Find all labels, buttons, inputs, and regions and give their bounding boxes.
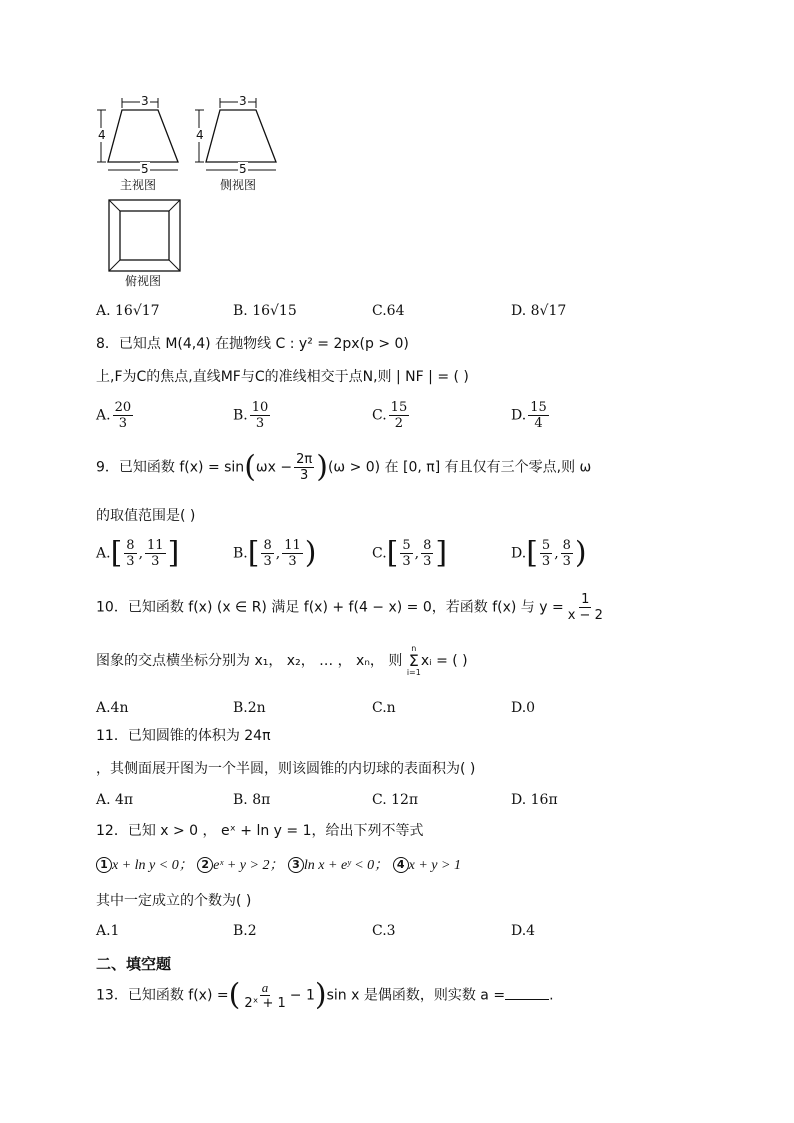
top-view-caption: 俯视图: [125, 274, 162, 288]
q9-stem-line1: [96, 449, 592, 485]
q10-frac-den: x − 2: [567, 608, 603, 623]
q9-c-rbracket: ]: [435, 535, 448, 571]
q12-option-b: B.2: [233, 923, 257, 939]
q11-option-d: D. 16π: [511, 792, 558, 808]
q13-fraction: [242, 980, 287, 1011]
q8-c-num: 15: [390, 400, 408, 415]
q10-line2-text: 图象的交点横坐标分别为 x₁， x₂， … ， xₙ， 则: [96, 653, 403, 669]
q9-d-lbracket: [: [526, 535, 538, 571]
q12-inequalities: [96, 856, 461, 875]
front-top-dim: 3: [141, 94, 149, 108]
q9-d-n1: 5: [541, 538, 551, 553]
q9-c-d1: 3: [402, 554, 411, 569]
front-view-caption: 主视图: [120, 178, 157, 192]
q11-option-b: B. 8π: [233, 792, 271, 808]
q13-suffix: sin x 是偶函数，则实数 a =: [326, 987, 506, 1004]
q8-option-b-label: B.: [233, 407, 248, 424]
q12-item-4-expr: x + y > 1: [408, 858, 461, 873]
q10-sum-term: xᵢ = ( ): [420, 653, 468, 669]
q9-d-frac2: [561, 538, 573, 569]
q8-option-d: [511, 400, 551, 431]
q13-prefix: 13．已知函数 f(x) =: [96, 987, 229, 1004]
q8-option-c-fraction: [389, 400, 410, 431]
q8-d-den: 4: [534, 416, 543, 431]
q7-option-b: B. 16√15: [233, 303, 297, 319]
q8-d-num: 15: [530, 400, 547, 415]
q12-option-c: C.3: [372, 923, 396, 939]
q9-option-d: D.[ $\frac{5}{3}$ , $\frac{8}{3}$ ): [511, 535, 587, 571]
q9-b-frac1: [261, 538, 273, 569]
side-bottom-dim: 5: [239, 162, 247, 176]
q9-prefix: 9．已知函数 f(x) = sin: [96, 459, 245, 476]
q9-c-frac2: [421, 538, 433, 569]
q9-option-c: C.[ $\frac{5}{3}$ , $\frac{8}{3}$ ]: [372, 535, 448, 571]
q9-den: 3: [300, 468, 309, 483]
q9-c-n2: 8: [423, 538, 432, 553]
q9-b-n2: 11: [284, 538, 301, 553]
q11-option-c: C. 12π: [372, 792, 419, 808]
q8-a-den: 3: [118, 416, 127, 431]
q12-stem-line1: 12．已知 x > 0 ， eˣ + ln y = 1，给出下列不等式: [96, 823, 424, 839]
q7-option-c: C.64: [372, 303, 405, 319]
q8-a-num: 20: [114, 400, 132, 415]
q9-num: 2π: [296, 452, 313, 467]
q9-open-paren: (: [244, 449, 256, 485]
q9-b-label: B.: [233, 545, 248, 562]
q12-option-d: D.4: [511, 923, 536, 939]
q7-option-a: A. 16√17: [96, 303, 160, 319]
side-view: [195, 98, 276, 170]
q10-sum-symbol: Σ: [408, 651, 419, 670]
side-height-dim: 4: [196, 128, 204, 142]
q9-a-frac1: [124, 538, 136, 569]
q9-b-d2: 3: [288, 554, 297, 569]
q9-b-d1: 3: [263, 554, 272, 569]
q8-option-d-label: D.: [511, 407, 527, 424]
q8-option-a: [96, 400, 135, 431]
q9-fraction: [294, 452, 314, 483]
q9-option-a: A.[ $\frac{8}{3}$ , $\frac{11}{3}$ ]: [96, 535, 180, 571]
q8-b-den: 3: [255, 416, 265, 431]
q9-d-frac1: [540, 538, 552, 569]
top-view: [109, 200, 180, 271]
q13-open-paren: (: [228, 977, 241, 1013]
q9-a-d2: 3: [151, 554, 160, 569]
front-view: [97, 98, 178, 170]
q8-option-b-fraction: [250, 400, 271, 431]
q11-stem-line1: 11．已知圆锥的体积为 24π: [96, 728, 271, 744]
q12-item-1-marker: 1: [96, 857, 112, 873]
q9-a-n2: 11: [147, 538, 164, 553]
q7-option-d: D. 8√17: [511, 303, 567, 319]
q10-option-c: C.n: [372, 700, 396, 716]
q13-minus-one: − 1: [289, 987, 315, 1004]
q13-close-paren: ): [314, 977, 327, 1013]
q9-d-rbracket: ): [574, 535, 587, 571]
q9-a-d1: 3: [126, 554, 135, 569]
q9-a-frac2: [145, 538, 166, 569]
q10-fraction: [566, 592, 605, 623]
q9-b-lbracket: [: [247, 535, 260, 571]
q10-option-d: D.0: [511, 700, 536, 716]
q13-num: a: [261, 980, 269, 995]
q10-line1-text: 10．已知函数 f(x) (x ∈ R) 满足 f(x) + f(4 − x) = 0，若函数 f(x) 与 y =: [96, 599, 564, 616]
q9-d-label: D.: [511, 545, 527, 562]
q10-sum: [407, 644, 421, 678]
q12-item-3-expr: ln x + eʸ < 0；: [303, 858, 389, 873]
q10-option-a: A.4n: [96, 700, 129, 716]
q9-a-label: A.: [96, 545, 111, 562]
q12-item-2-marker: 2: [197, 857, 213, 873]
q9-c-d2: 3: [423, 554, 432, 569]
q13-answer-blank[interactable]: [505, 985, 549, 1000]
q9-suffix: (ω > 0) 在 [0, π] 有且仅有三个零点,则 ω: [327, 459, 592, 476]
q10-stem-line1: [96, 592, 607, 623]
side-top-dim: 3: [239, 94, 247, 108]
q9-b-rbracket: ): [304, 535, 317, 571]
q8-option-a-fraction: [113, 400, 134, 431]
side-view-caption: 侧视图: [220, 178, 257, 192]
q9-stem-line2: 的取值范围是( ): [96, 508, 196, 524]
q8-b-num: 10: [251, 400, 269, 415]
q12-item-4-marker: 4: [393, 857, 409, 873]
q9-d-d1: 3: [541, 554, 551, 569]
q10-sum-bottom: i=1: [406, 668, 421, 677]
q8-option-b: [233, 400, 272, 431]
q13-stem: [96, 977, 554, 1013]
q13-period: .: [549, 987, 554, 1004]
front-bottom-dim: 5: [141, 162, 149, 176]
q8-option-a-label: A.: [96, 407, 111, 424]
q12-item-3-marker: 3: [288, 857, 304, 873]
q9-option-b: B.[ $\frac{8}{3}$ , $\frac{11}{3}$ ): [233, 535, 317, 571]
q8-option-c-label: C.: [372, 407, 387, 424]
q8-c-den: 2: [394, 416, 404, 431]
q9-a-rbracket: ]: [167, 535, 180, 571]
q11-option-a: A. 4π: [96, 792, 134, 808]
q9-c-frac1: [400, 538, 412, 569]
q10-sum-top: n: [411, 644, 417, 653]
q10-frac-num: 1: [581, 592, 590, 607]
q8-option-c: [372, 400, 411, 431]
q9-d-d2: 3: [562, 554, 571, 569]
q12-item-1-expr: x + ln y < 0；: [112, 858, 193, 873]
q9-c-lbracket: [: [386, 535, 399, 571]
q9-close-paren: ): [316, 449, 328, 485]
q9-b-n1: 8: [263, 538, 272, 553]
q8-stem-line1: 8．已知点 M(4,4) 在抛物线 C : y² = 2px(p > 0): [96, 336, 409, 352]
section-heading: 二、填空题: [96, 955, 172, 973]
q9-c-n1: 5: [402, 538, 411, 553]
q9-inner: ωx −: [255, 459, 293, 476]
q9-a-n1: 8: [126, 538, 135, 553]
q10-stem-line2: [96, 644, 468, 678]
front-height-dim: 4: [98, 128, 106, 142]
q11-stem-line2: ，其侧面展开图为一个半圆，则该圆锥的内切球的表面积为( ): [96, 761, 476, 777]
q10-option-b: B.2n: [233, 700, 266, 716]
q9-a-lbracket: [: [110, 535, 123, 571]
q12-option-a: A.1: [96, 923, 120, 939]
q12-item-2-expr: eˣ + y > 2；: [213, 858, 284, 873]
q9-d-n2: 8: [562, 538, 571, 553]
q13-den: 2ˣ + 1: [244, 996, 286, 1011]
q9-b-frac2: [282, 538, 303, 569]
q12-stem-line3: 其中一定成立的个数为( ): [96, 893, 252, 909]
q8-option-d-fraction: [528, 400, 549, 431]
q9-c-label: C.: [372, 545, 387, 562]
q8-stem-line2: 上,F为C的焦点,直线MF与C的准线相交于点N,则 | NF | = ( ): [96, 369, 469, 385]
